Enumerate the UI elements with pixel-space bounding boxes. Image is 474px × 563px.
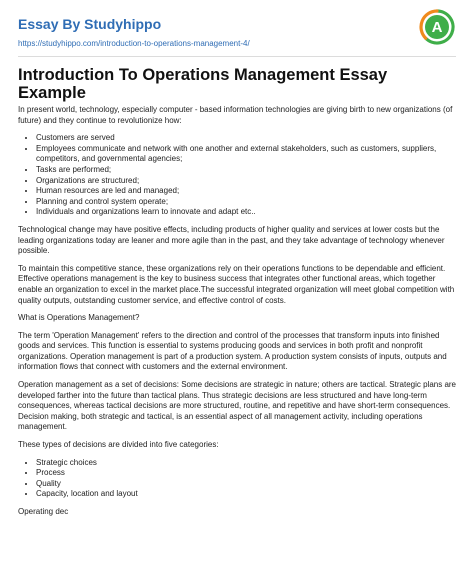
logo-letter: A: [431, 19, 443, 36]
list-item: • Employees communicate and network with one another and external stakeholders, such as customers, suppliers, competitors, and governmental agencies;: [36, 144, 458, 165]
studyhippo-logo-icon[interactable]: [419, 9, 455, 45]
site-header: [18, 16, 414, 49]
list-item: • Quality: [36, 479, 458, 490]
categories-list: [18, 458, 458, 500]
article-title: Introduction To Operations Management Essay Example: [18, 66, 388, 102]
decisions-paragraph: Operation management as a set of decisions: Some decisions are strategic in nature; others are tactical. Strategic plans are developed farther into the future than tactical plans. Thus strategic decisions are less structured and have long-term consequences, whereas tactical decisions are more structured, routine, and repetitive and have short-term consequences. Decision making, both strategic and tactical, is an essential aspect of all management activity, including operations management.: [18, 380, 457, 432]
section-question: What is Operations Management?: [18, 313, 140, 323]
categories-intro: These types of decisions are divided into five categories:: [18, 440, 219, 450]
intro-paragraph: In present world, technology, especially computer - based information technologies are giving birth to new organizations (of future) and they continue to revolutionize how:: [18, 105, 453, 125]
list-item: • Planning and control system operate;: [36, 197, 458, 208]
list-item: • Customers are served: [36, 133, 458, 144]
revolution-list: [18, 133, 458, 218]
page-url-link[interactable]: https://studyhippo.com/introduction-to-operations-management-4/: [18, 39, 250, 48]
competitive-paragraph: To maintain this competitive stance, these organizations rely on their operations functions to be dependable and efficient. Effective operations management is the key to business success that integrates other functional areas, which together enable an organization to excel in the market place.The successful integrated organization will meet global competition with quality outputs, outstanding customer service, and effective control of costs.: [18, 263, 455, 305]
article-body: [18, 66, 458, 525]
truncated-paragraph: Operating dec: [18, 507, 69, 516]
list-item: • Process: [36, 468, 458, 479]
header-divider: [18, 56, 456, 57]
list-item: • Individuals and organizations learn to innovate and adapt etc..: [36, 207, 458, 218]
definition-paragraph: The term 'Operation Management' refers to the direction and control of the processes that transform inputs into finished goods and services. This function is essential to systems producing goods and services in both profit and nonprofit organizations. Operation management is part of a production system. A production system consists of inputs, outputs and information flows that connect with customers and the external environment.: [18, 330, 447, 372]
list-item: • Strategic choices: [36, 458, 458, 469]
list-item: • Organizations are structured;: [36, 176, 458, 187]
technology-paragraph: Technological change may have positive effects, including products of higher quality and services at lower costs but the leading organizations today are leaner and more agile than in the past, and they take advantage of technology whenever possible.: [18, 224, 445, 256]
list-item: • Tasks are performed;: [36, 165, 458, 176]
brand-title[interactable]: Essay By Studyhippo: [18, 16, 162, 32]
list-item: • Capacity, location and layout: [36, 489, 458, 500]
list-item: • Human resources are led and managed;: [36, 186, 458, 197]
